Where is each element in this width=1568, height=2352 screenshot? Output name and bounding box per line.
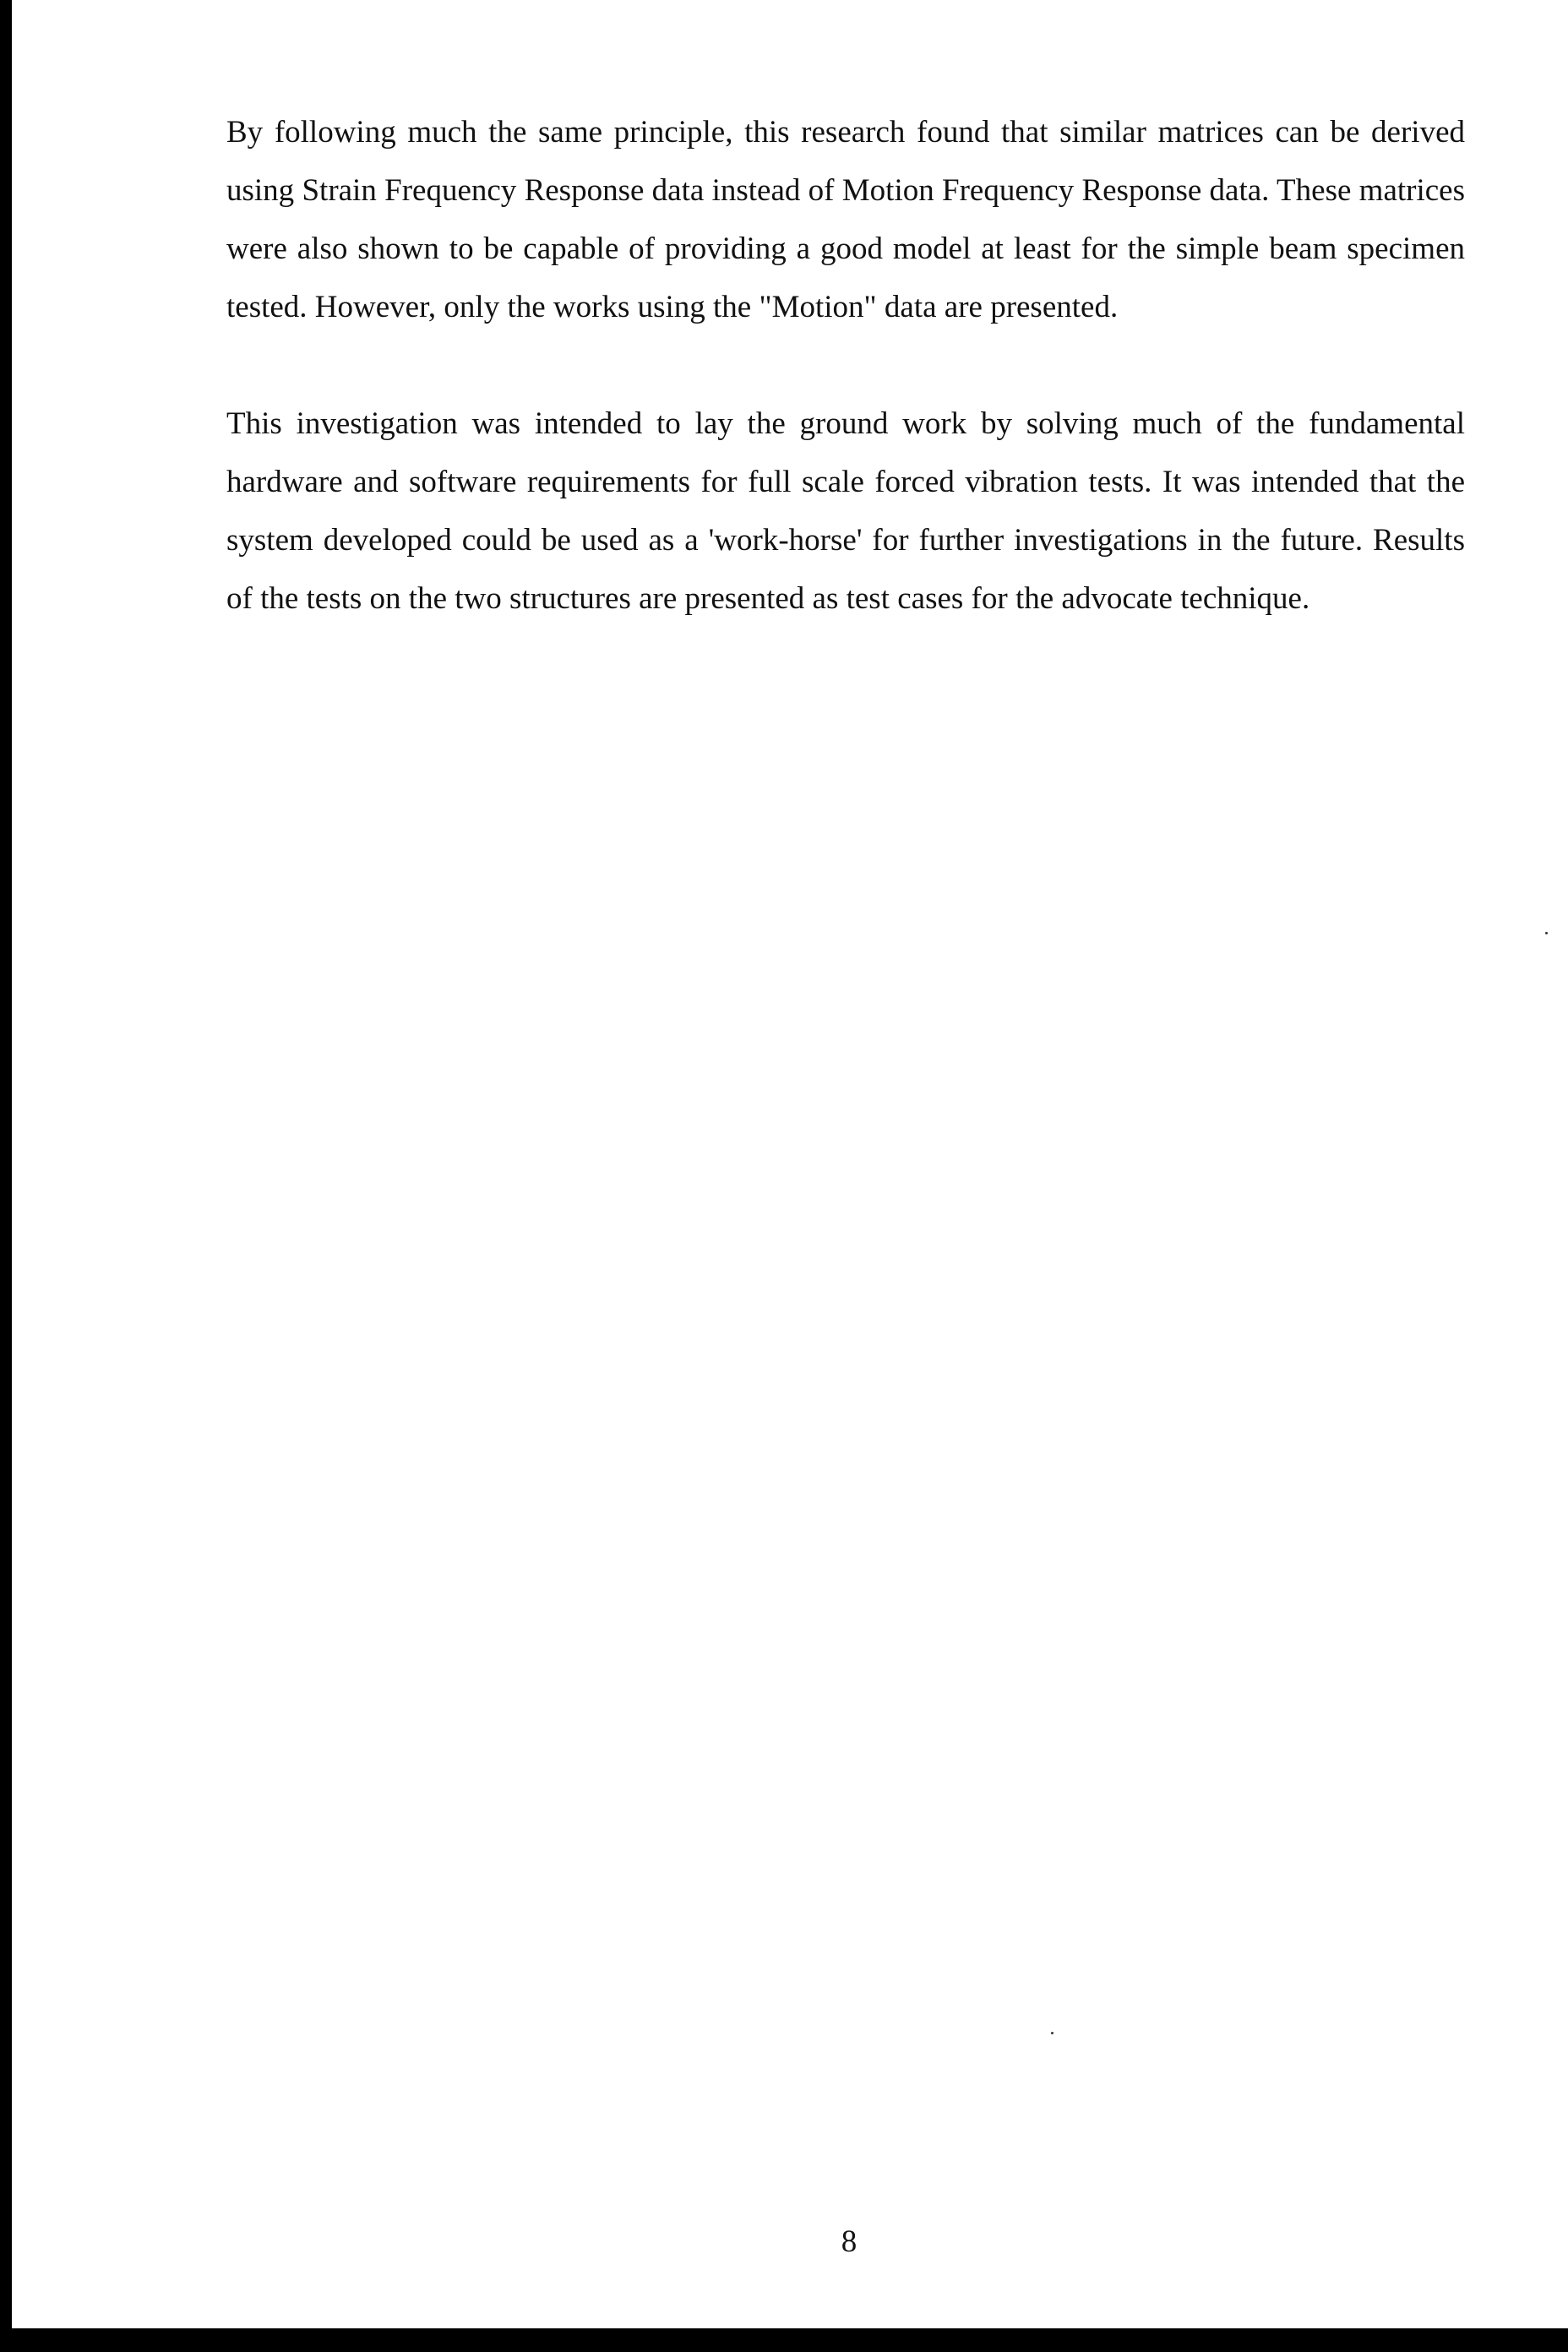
paragraph-investigation-purpose: This investigation was intended to lay the ground work by solving much of the fundamental hardware and software requirements for full scale forced vibration tests. It was intended that the system developed could be used as a 'work-horse' for further investigations in the future. Results of the tests on the two structures are presented as test cases for the advocate technique. bbox=[226, 406, 1465, 616]
paragraph-strain-frequency-response: By following much the same principle, this research found that similar matrices can be derived using Strain Frequency Response data instead of Motion Frequency Response data. These matrices were also shown to be capable of providing a good model at least for the simple beam specimen tested. However, only the works using the "Motion" data are presented. bbox=[226, 115, 1465, 324]
scan-border-left bbox=[0, 0, 12, 2352]
scan-speck bbox=[1545, 932, 1548, 934]
page-body bbox=[226, 103, 1465, 628]
scan-speck bbox=[1051, 2032, 1054, 2034]
page-number: 8 bbox=[841, 2224, 858, 2259]
scan-border-bottom bbox=[0, 2328, 1568, 2352]
